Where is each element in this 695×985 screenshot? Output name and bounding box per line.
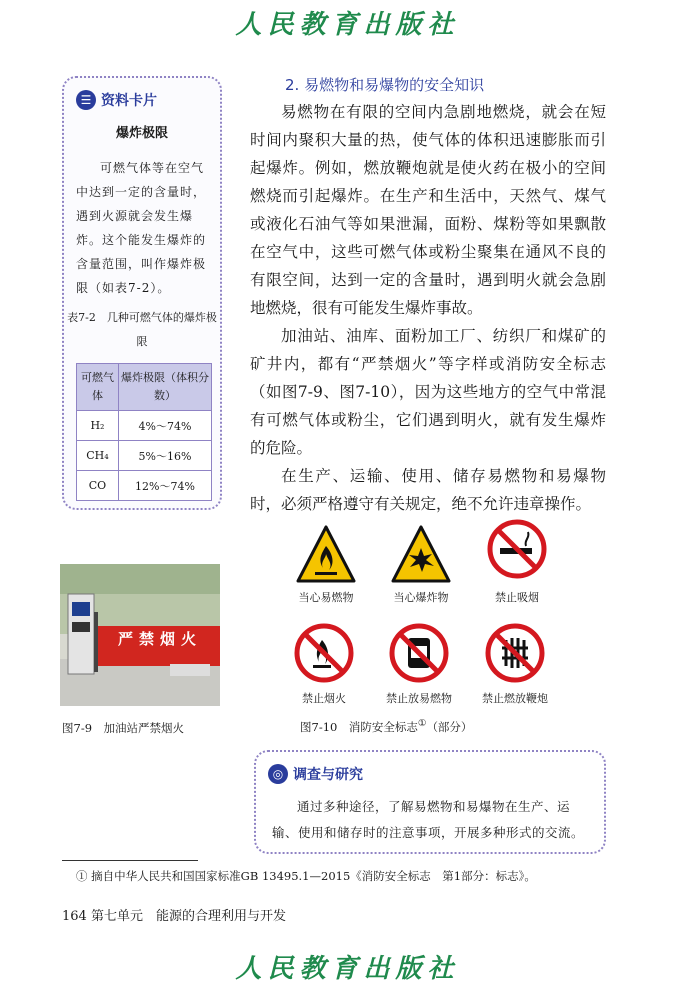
gas-cell: CO — [77, 471, 119, 501]
publisher-footer: 人民教育出版社 — [235, 954, 460, 984]
paragraph: 易燃物在有限的空间内急剧地燃烧，就会在短时间内聚积大量的热，使气体的体积迅速膨胀而引起爆炸。例如，燃放鞭炮就是使火药在极小的空间燃烧而引起爆炸。在生产和生活中，天然气、煤气或液化石油气等如果泄漏，面粉、煤粉等如果飘散在空气中，这些可燃气体或粉尘聚集在通风不良的有限空间，达到一定的含量时，遇到明火就会急剧地燃烧，很有可能发生爆炸事故。 — [250, 103, 606, 317]
research-title-label: 调查与研究 — [293, 767, 363, 783]
page-footer — [62, 905, 286, 924]
range-cell: 12%～74% — [118, 471, 211, 501]
no-firecrackers-icon — [484, 622, 546, 684]
info-card — [62, 76, 222, 510]
sign-label: 禁止吸烟 — [495, 591, 539, 604]
sign-label: 当心易燃物 — [298, 591, 354, 604]
signs-caption-suffix: （部分） — [426, 719, 473, 734]
banner-text: 严禁烟火 — [118, 630, 203, 648]
sign-label: 当心爆炸物 — [393, 591, 449, 604]
sign-label: 禁止放易燃物 — [386, 692, 452, 705]
table-row — [77, 471, 212, 501]
range-cell: 5%～16% — [118, 441, 211, 471]
footnote: ① 摘自中华人民共和国国家标准GB 13495.1—2015《消防安全标志 第1部分：标志》。 — [76, 869, 536, 883]
card-text: 可燃气体等在空气中达到一定的含量时，遇到火源就会发生爆炸。这个能发生爆炸的含量范围，叫作爆炸极限（如表7-2）。 — [76, 161, 207, 295]
table-row — [77, 441, 212, 471]
paragraph: 加油站、油库、面粉加工厂、纺织厂和煤矿的矿井内，都有“严禁烟火”等字样或消防安全标志（如图7-9、图7-10），因为这些地方的空气中常混有可燃气体或粉尘，它们遇到明火，就有发生爆炸的危险。 — [250, 327, 606, 457]
gas-cell: H₂ — [77, 411, 119, 441]
no-fire-icon — [293, 622, 355, 684]
card-subtitle: 爆炸极限 — [115, 126, 168, 141]
gas-station-photo — [60, 564, 220, 706]
range-cell: 4%～74% — [118, 411, 211, 441]
main-text — [250, 98, 606, 518]
section-title: 2. 易燃物和易爆物的安全知识 — [285, 76, 485, 94]
research-title — [268, 764, 363, 784]
explosion-limit-table — [76, 363, 212, 501]
card-title-label: 资料卡片 — [101, 93, 157, 109]
research-text: 通过多种途径，了解易燃物和易爆物在生产、运输、使用和储存时的注意事项，开展多种形式的交流。 — [272, 799, 585, 840]
no-flammables-icon — [388, 622, 450, 684]
unit-title: 第七单元 能源的合理利用与开发 — [90, 909, 286, 924]
footnote-divider — [62, 860, 198, 861]
research-box — [254, 750, 606, 854]
paragraph: 在生产、运输、使用、储存易燃物和易爆物时，必须严格遵守有关规定，绝不允许违章操作。 — [250, 467, 606, 513]
info-card-title — [76, 90, 157, 110]
page-number: 164 — [62, 909, 87, 924]
table-caption: 表7-2 几种可燃气体的爆炸极限 — [67, 311, 217, 348]
signs-caption — [300, 718, 472, 735]
magnifier-icon: ◎ — [268, 764, 288, 784]
list-icon: ☰ — [76, 90, 96, 110]
table-header-gas: 可燃气体 — [77, 364, 119, 411]
no-smoking-icon — [486, 518, 548, 580]
footnote-mark: ① — [417, 718, 427, 729]
sign-label: 禁止烟火 — [302, 692, 346, 705]
table-header-range: 爆炸极限（体积分数） — [118, 364, 211, 411]
sign-label: 禁止燃放鞭炮 — [482, 692, 548, 705]
photo-caption: 图7-9 加油站严禁烟火 — [62, 721, 185, 735]
gas-cell: CH₄ — [77, 441, 119, 471]
explosive-warning-icon — [390, 524, 452, 586]
flammable-warning-icon — [295, 524, 357, 586]
publisher-header: 人民教育出版社 — [235, 10, 460, 40]
table-row — [77, 411, 212, 441]
signs-caption-text: 图7-10 消防安全标志 — [300, 719, 418, 734]
